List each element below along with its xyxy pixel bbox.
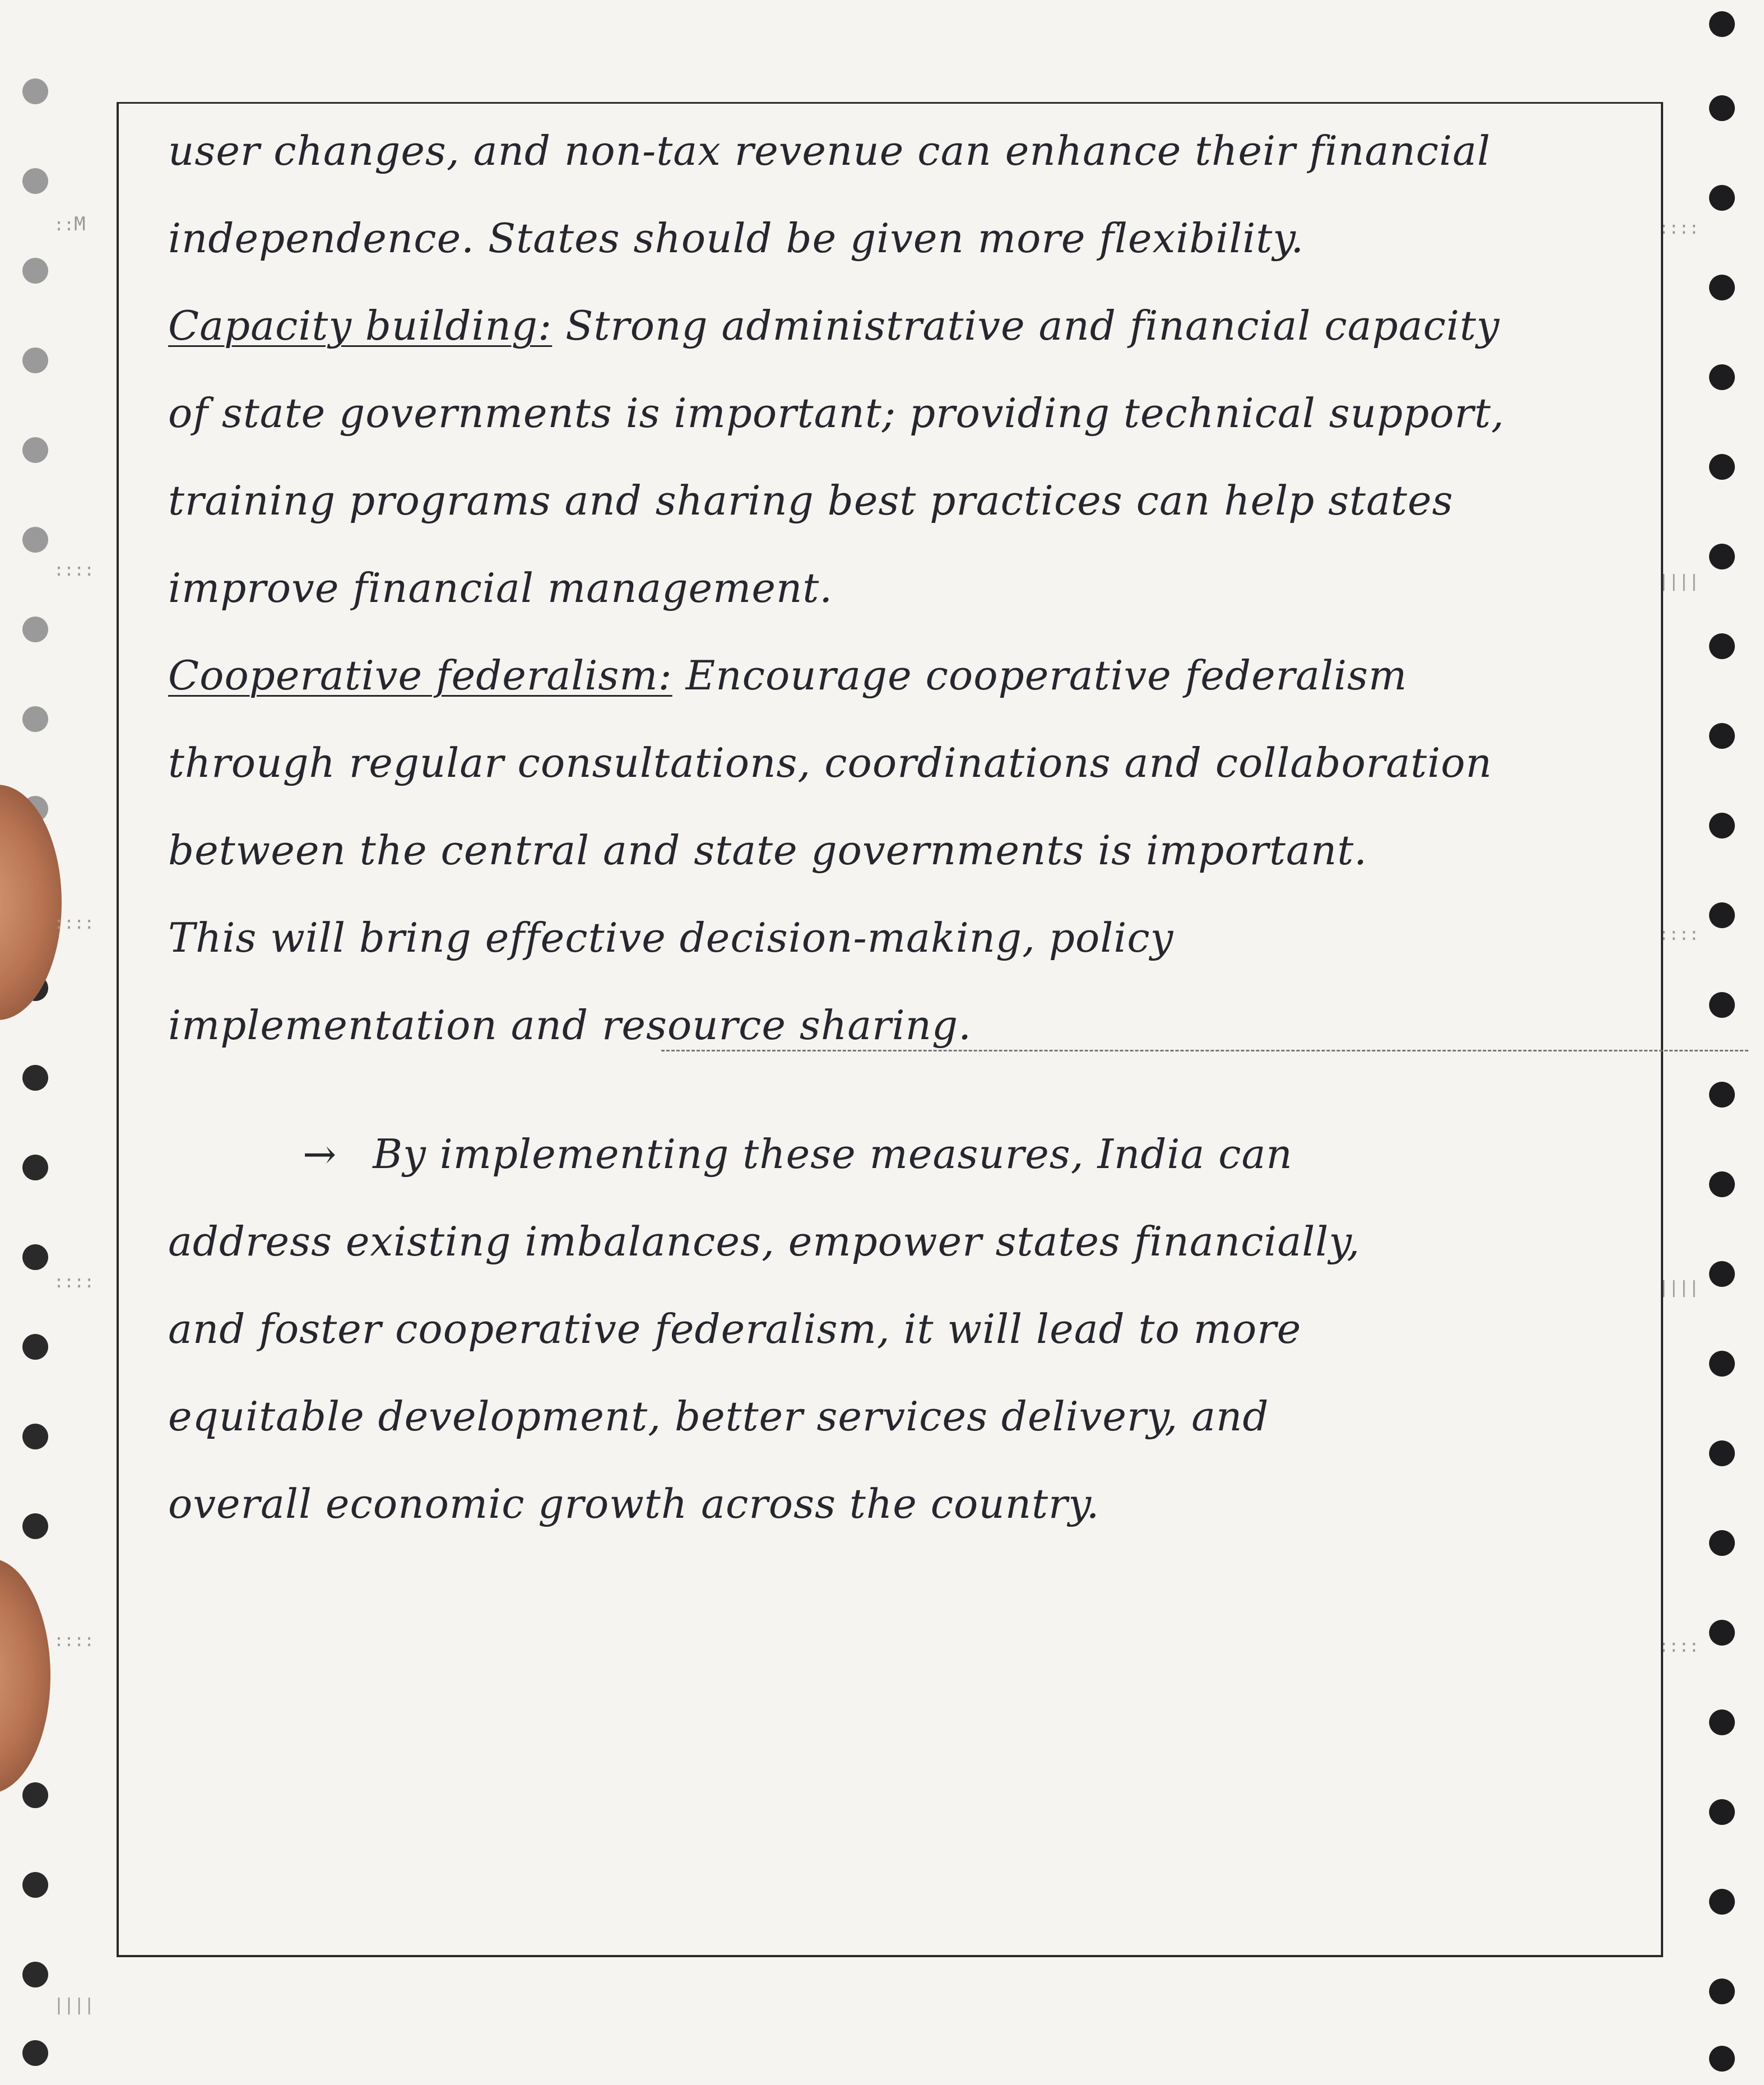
binder-hole bbox=[22, 1872, 48, 1898]
binder-hole bbox=[1709, 1440, 1735, 1466]
binder-hole bbox=[22, 617, 48, 642]
text-line: through regular consultations, coordinations and collaboration bbox=[168, 741, 1492, 786]
text-line: implementation and resource sharing. bbox=[168, 1003, 972, 1049]
binder-hole bbox=[1709, 544, 1735, 569]
binder-hole bbox=[22, 1334, 48, 1360]
text-span: Encourage cooperative federalism bbox=[685, 654, 1408, 699]
binder-hole bbox=[22, 1782, 48, 1808]
binder-hole bbox=[22, 1244, 48, 1270]
margin-mark: :::: bbox=[54, 1272, 95, 1292]
margin-mark: |||| bbox=[54, 1995, 95, 2015]
margin-mark: :::: bbox=[1659, 219, 1700, 238]
binder-hole bbox=[22, 168, 48, 194]
section-heading: Cooperative federalism: bbox=[168, 654, 672, 699]
binder-hole bbox=[1709, 95, 1735, 121]
text-line: and foster cooperative federalism, it will lead to more bbox=[168, 1307, 1302, 1352]
binder-hole bbox=[22, 706, 48, 732]
text-line: of state governments is important; providing technical support, bbox=[168, 391, 1505, 437]
binder-hole bbox=[22, 1155, 48, 1180]
finger bbox=[0, 1558, 50, 1794]
binder-hole bbox=[1709, 902, 1735, 928]
text-line: user changes, and non-tax revenue can enhance their financial bbox=[168, 129, 1491, 174]
binder-hole bbox=[1709, 185, 1735, 211]
binder-hole bbox=[1709, 1171, 1735, 1197]
binder-hole bbox=[22, 2040, 48, 2066]
text-line: between the central and state governments is important. bbox=[168, 828, 1368, 874]
binder-hole bbox=[22, 1065, 48, 1091]
binder-hole bbox=[22, 1513, 48, 1539]
binder-hole bbox=[1709, 1082, 1735, 1108]
margin-mark: :::: bbox=[1659, 925, 1700, 944]
binder-hole bbox=[1709, 1530, 1735, 1556]
binder-hole bbox=[1709, 633, 1735, 659]
text-line: independence. States should be given more flexibility. bbox=[168, 216, 1305, 262]
binder-hole bbox=[1709, 454, 1735, 480]
binder-hole bbox=[1709, 813, 1735, 838]
binder-hole bbox=[1709, 1261, 1735, 1287]
binder-hole bbox=[1709, 1979, 1735, 2004]
margin-mark: |||| bbox=[1659, 1278, 1700, 1298]
binder-hole bbox=[1709, 1351, 1735, 1377]
blank-line bbox=[168, 1091, 1647, 1132]
margin-mark: ::M bbox=[54, 213, 86, 235]
binder-hole bbox=[22, 527, 48, 553]
binder-hole bbox=[22, 347, 48, 373]
binder-hole bbox=[22, 258, 48, 284]
text-line: improve financial management. bbox=[168, 566, 833, 611]
binder-hole bbox=[22, 78, 48, 104]
margin-mark: :::: bbox=[54, 560, 95, 580]
text-line: This will bring effective decision-making, policy bbox=[168, 916, 1174, 961]
binder-hole bbox=[1709, 992, 1735, 1018]
handwritten-text bbox=[168, 129, 1647, 1569]
binder-hole bbox=[1709, 364, 1735, 390]
section-heading: Capacity building: bbox=[168, 304, 553, 349]
text-span: Strong administrative and financial capacity bbox=[565, 304, 1500, 349]
text-line: overall economic growth across the country. bbox=[168, 1482, 1100, 1527]
binder-hole bbox=[1709, 1889, 1735, 1915]
text-line: address existing imbalances, empower states financially, bbox=[168, 1220, 1361, 1265]
binder-hole bbox=[22, 437, 48, 463]
binder-hole bbox=[1709, 2046, 1735, 2072]
finger bbox=[0, 785, 62, 1020]
text-line bbox=[168, 654, 1647, 741]
binder-hole bbox=[1709, 1799, 1735, 1825]
binder-hole bbox=[1709, 723, 1735, 749]
binder-hole bbox=[1709, 11, 1735, 37]
margin-mark: :::: bbox=[1659, 1637, 1700, 1656]
binder-hole bbox=[1709, 1709, 1735, 1735]
binder-hole bbox=[22, 1424, 48, 1449]
margin-mark: :::: bbox=[54, 914, 95, 933]
binder-hole bbox=[1709, 275, 1735, 300]
text-line bbox=[168, 1132, 1647, 1220]
text-line: training programs and sharing best practices can help states bbox=[168, 479, 1454, 524]
binder-hole bbox=[22, 1962, 48, 1987]
binder-hole bbox=[1709, 1620, 1735, 1646]
margin-mark: |||| bbox=[1659, 572, 1700, 591]
text-span: By implementing these measures, India can bbox=[373, 1132, 1293, 1178]
text-line: equitable development, better services delivery, and bbox=[168, 1394, 1269, 1440]
margin-mark: :::: bbox=[54, 1631, 95, 1651]
text-line bbox=[168, 304, 1647, 391]
arrow-icon: → bbox=[303, 1132, 337, 1178]
